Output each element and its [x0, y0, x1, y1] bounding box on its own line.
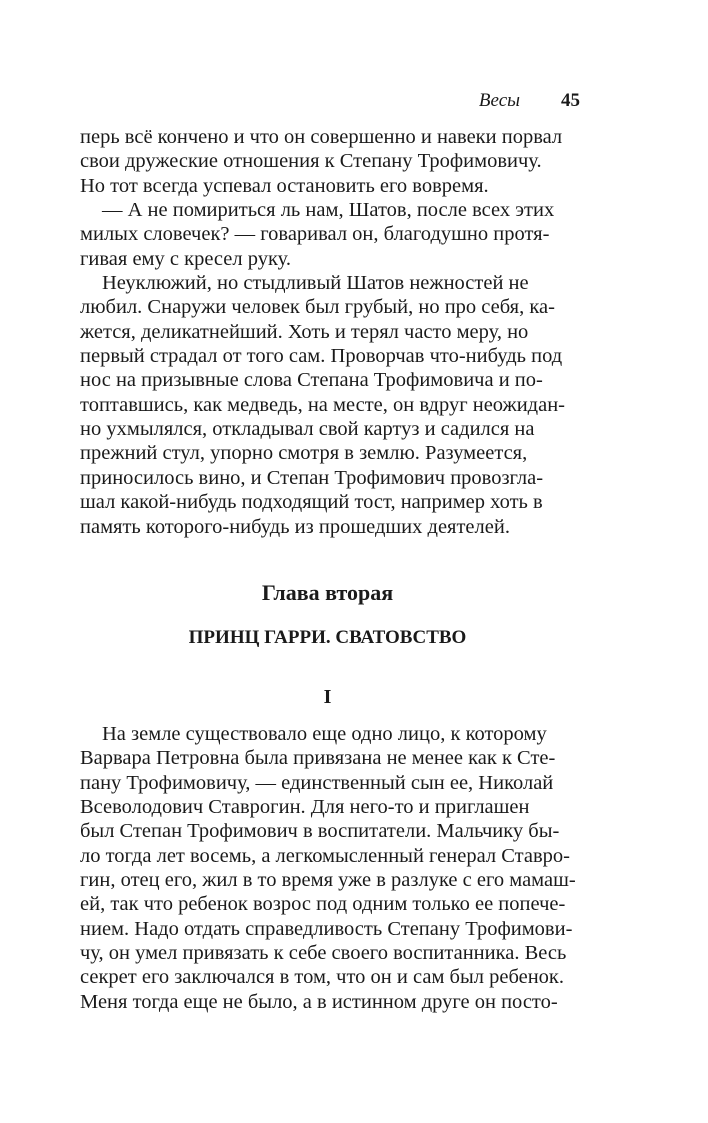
text-line: нос на призывные слова Степана Трофимовича и по-: [80, 369, 543, 392]
text-line: жется, деликатнейший. Хоть и терял часто меру, но: [80, 320, 529, 343]
text-line: Неуклюжий, но стыдливый Шатов нежностей не: [102, 272, 529, 295]
running-title: Весы: [478, 90, 520, 111]
text-line: перь всё кончено и что он совершенно и навеки порвал: [80, 126, 563, 148]
running-header: [80, 90, 580, 116]
text-block-2: [80, 722, 575, 1014]
text-line: прежний стул, упорно смотря в землю. Разумеется,: [80, 442, 528, 465]
text-line: ло тогда лет восемь, а легкомысленный генерал Ставро-: [80, 844, 570, 867]
text-line: любил. Снаружи человек был грубый, но про себя, ка-: [80, 296, 555, 319]
text-line: чу, он умел привязать к себе своего воспитанника. Весь: [80, 942, 567, 965]
chapter-title: Глава вторая: [261, 580, 394, 605]
text-line: память которого-нибудь из прошедших деятелей.: [80, 515, 510, 538]
text-line: секрет его заключался в том, что он и сам был ребенок.: [80, 966, 565, 989]
text-line: пану Трофимовичу, — единственный сын ее, Николай: [80, 771, 554, 794]
text-line: свои дружеские отношения к Степану Трофимовичу.: [80, 150, 542, 173]
text-line: шал какой-нибудь подходящий тост, например хоть в: [80, 491, 543, 514]
text-line: Всеволодович Ставрогин. Для него-то и приглашен: [80, 796, 530, 819]
text-line: Варвара Петровна была привязана не менее как к Сте-: [80, 747, 556, 770]
text-line: но ухмылялся, откладывал свой картуз и садился на: [80, 418, 535, 441]
text-line: топтавшись, как медведь, на месте, он вдруг неожидан-: [80, 393, 565, 416]
page-number: 45: [561, 90, 580, 111]
text-line: ей, так что ребенок возрос под одним только ее попече-: [80, 893, 566, 916]
text-line: первый страдал от того сам. Проворчав что-нибудь под: [80, 345, 563, 368]
text-line: милых словечек? — говаривал он, благодушно протя-: [80, 223, 550, 246]
text-line: был Степан Трофимович в воспитатели. Мальчику бы-: [80, 820, 560, 843]
chapter-subtitle: ПРИНЦ ГАРРИ. СВАТОВСТВО: [188, 627, 467, 648]
text-line: приносилось вино, и Степан Трофимович провозгла-: [80, 466, 544, 489]
text-line: — А не помириться ль нам, Шатов, после всех этих: [102, 199, 555, 222]
text-line: гивая ему с кресел руку.: [80, 247, 291, 270]
text-line: гин, отец его, жил в то время уже в разлуке с его мамаш-: [80, 869, 576, 892]
section-number: I: [323, 686, 332, 708]
text-line: Меня тогда еще не было, а в истинном друге он посто-: [80, 990, 558, 1013]
text-line: Но тот всегда успевал остановить его вовремя.: [80, 174, 489, 197]
text-line: нием. Надо отдать справедливость Степану Трофимови-: [80, 917, 573, 940]
text-line: На земле существовало еще одно лицо, к которому: [102, 723, 547, 745]
text-block-1: [80, 125, 575, 539]
